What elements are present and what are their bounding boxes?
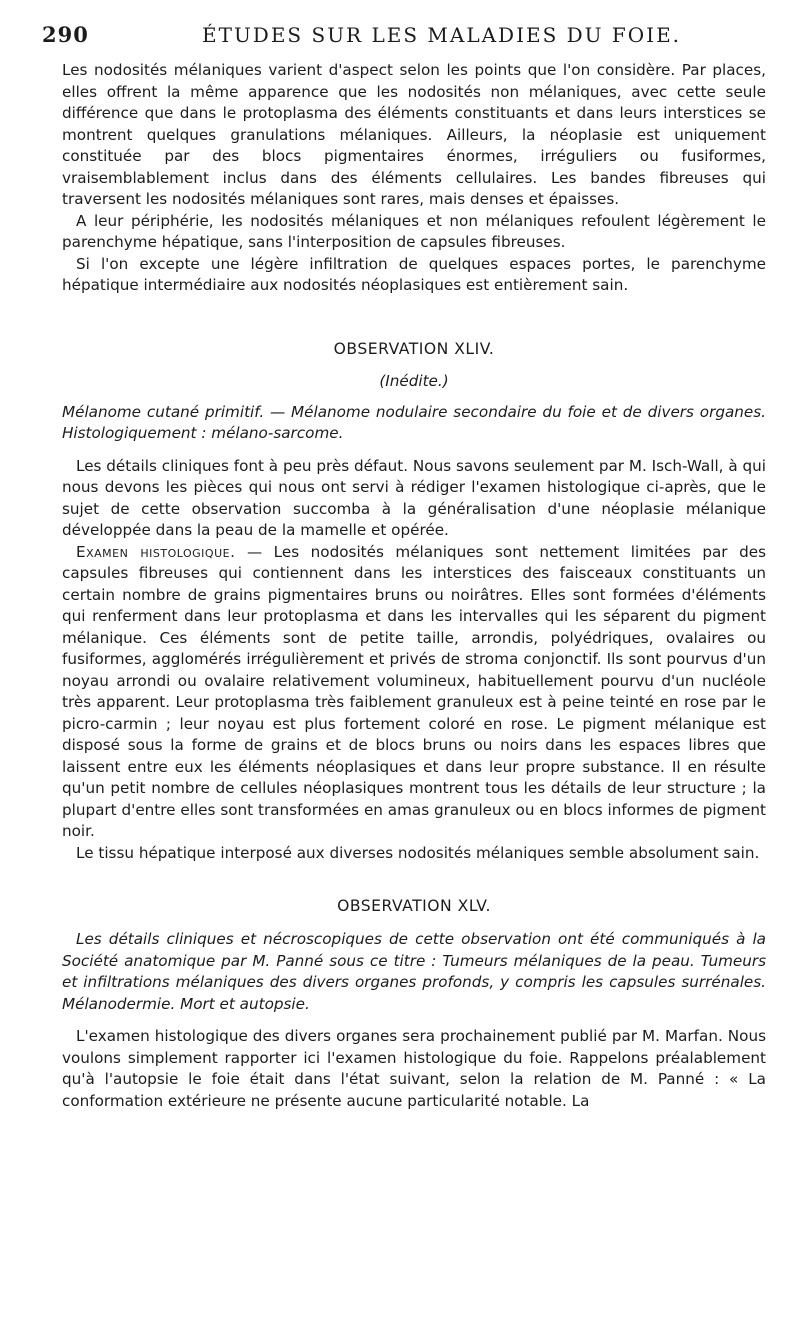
running-head: [42, 22, 766, 47]
paragraph: Si l'on excepte une légère infiltration de quelques espaces portes, le parenchyme hépatique intermédiaire aux nodosités néoplasiques est entièrement sain.: [62, 254, 766, 294]
observation-body: [62, 456, 766, 865]
paragraph-text: — Les nodosités mélaniques sont nettement limitées par des capsules fibreuses qui contiennent dans les interstices des faisceaux constituants un certain nombre de grains pigmentaires bruns ou noirâtres. Elles sont formées d'éléments qui renferment dans leur protoplasma et dans les intervalles qui les séparent du pigment mélanique. Ces éléments sont de petite taille, arrondis, polyédriques, ovalaires ou fusiformes, agglomérés irrégulièrement et privés de stroma conjonctif. Ils sont pourvus d'un noyau arrondi ou ovalaire relativement volumineux, habituellement pourvu d'un nucléole très apparent. Leur protoplasma très faiblement granuleux est à peine teinté en rose par le picro-carmin ; leur noyau est plus fortement coloré en rose. Le pigment mélanique est disposé sous la forme de grains et de blocs bruns ou noirs dans les espaces libres que laissent entre eux les éléments néoplasiques et dans leur propre substance. Il en résulte qu'un petit nombre de cellules néoplasiques montrent tous les détails de leur structure ; la plupart d'entre elles sont transformées en amas granuleux ou en blocs informes de pigment noir.: [62, 542, 766, 840]
observation-subtitle: (Inédite.): [379, 371, 449, 390]
paragraph: [62, 542, 766, 843]
observation-title: OBSERVATION XLIV.: [333, 339, 495, 358]
paragraph: A leur périphérie, les nodosités mélaniques et non mélaniques refoulent légèrement le parenchyme hépatique, sans l'interposition de capsules fibreuses.: [62, 211, 766, 251]
observation-summary: Les détails cliniques et nécroscopiques de cette observation ont été communiqués à la Société anatomique par M. Panné sous ce titre : Tumeurs mélaniques de la peau. Tumeurs et infiltrations mélaniques des divers organes profonds, y compris les capsules surrénales. Mélanodermie. Mort et autopsie.: [62, 930, 766, 1013]
section-label: Examen histologique.: [76, 542, 236, 561]
page-number: 290: [42, 22, 89, 47]
running-title: ÉTUDES SUR LES MALADIES DU FOIE.: [202, 23, 682, 47]
observation-summary: Mélanome cutané primitif. — Mélanome nodulaire secondaire du foie et de divers organes. Histologiquement : mélano-sarcome.: [62, 402, 766, 442]
intro-section: [62, 60, 766, 297]
observation-title: OBSERVATION XLV.: [337, 897, 491, 915]
book-page: [42, 22, 766, 1112]
paragraph: Les détails cliniques font à peu près défaut. Nous savons seulement par M. Isch-Wall, à qui nous devons les pièces qui nous ont servi à rédiger l'examen histologique ci-après, que le sujet de cette observation succomba à la généralisation d'une néoplasie mélanique développée dans la peau de la mamelle et opérée.: [62, 456, 766, 539]
paragraph: Les nodosités mélaniques varient d'aspect selon les points que l'on considère. Par places, elles offrent la même apparence que les nodosités non mélaniques, avec cette seule différence que dans le protoplasma des éléments constituants et dans leurs interstices se montrent quelques granulations mélaniques. Ailleurs, la néoplasie est uniquement constituée par des blocs pigmentaires énormes, irréguliers ou fusiformes, vraisemblablement inclus dans des éléments cellulaires. Les bandes fibreuses qui traversent les nodosités mélaniques sont rares, mais denses et épaisses.: [62, 61, 766, 208]
paragraph: Le tissu hépatique interposé aux diverses nodosités mélaniques semble absolument sain.: [76, 843, 760, 862]
observation-body: [62, 1026, 766, 1112]
paragraph: L'examen histologique des divers organes sera prochainement publié par M. Marfan. Nous voulons simplement rapporter ici l'examen histologique du foie. Rappelons préalablement qu'à l'autopsie le foie était dans l'état suivant, selon la relation de M. Panné : « La conformation extérieure ne présente aucune particularité notable. La: [62, 1027, 766, 1110]
